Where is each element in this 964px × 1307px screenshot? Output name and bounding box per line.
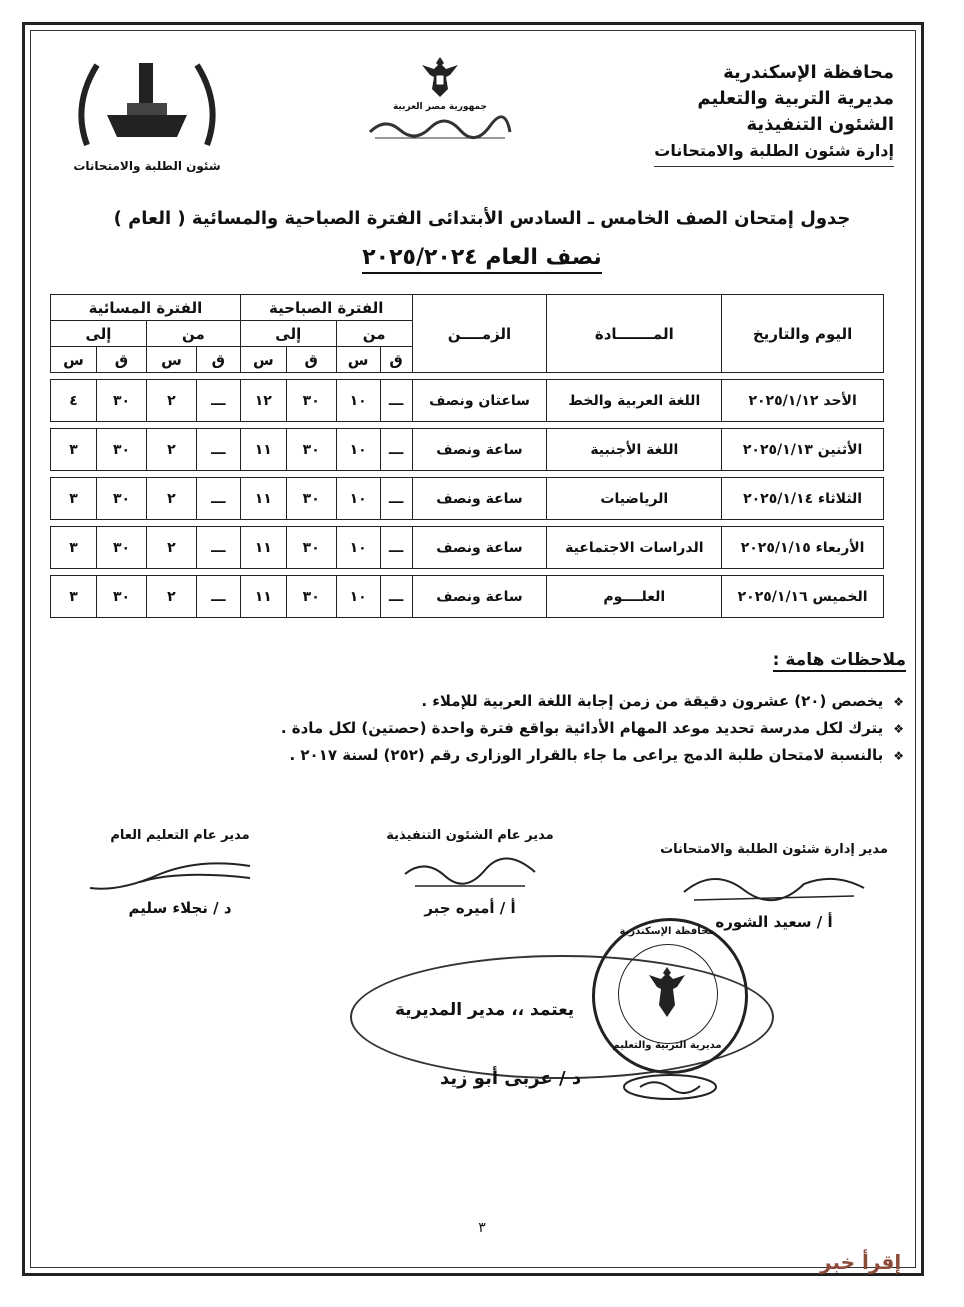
cell-m-to-hour: ١١ xyxy=(240,527,286,569)
affairs-label: الشئون التنفيذية xyxy=(746,114,894,135)
row-gap xyxy=(51,520,884,527)
header-hour: س xyxy=(336,347,380,373)
cell-e-to-min: ٣٠ xyxy=(97,478,147,520)
header-evening-from: من xyxy=(146,321,240,347)
cell-e-from-min: ـــ xyxy=(196,478,240,520)
signature-name: د / نجلاء سليم xyxy=(128,899,232,917)
header-evening: الفترة المسائية xyxy=(51,295,241,321)
lighthouse-ship-icon xyxy=(67,55,227,155)
page-number: ٣ xyxy=(478,1220,486,1236)
cell-m-from-min: ـــ xyxy=(380,429,412,471)
approval-label: يعتمد ،، مدير المديرية xyxy=(395,1000,575,1020)
signature-name: أ / أميره جبر xyxy=(424,899,516,917)
signature-name: أ / سعيد الشوره xyxy=(715,913,833,931)
cell-e-from-hour: ٢ xyxy=(146,429,196,471)
cell-e-from-min: ـــ xyxy=(196,527,240,569)
cell-day: الأحد ٢٠٢٥/١/١٢ xyxy=(722,380,884,422)
cell-m-from-hour: ١٠ xyxy=(336,576,380,618)
row-gap xyxy=(51,373,884,380)
header-hour: س xyxy=(240,347,286,373)
row-gap xyxy=(51,569,884,576)
eagle-emblem xyxy=(360,55,520,145)
notes-list xyxy=(144,688,904,769)
header-morning-to: إلى xyxy=(240,321,336,347)
cell-e-to-min: ٣٠ xyxy=(97,527,147,569)
cell-m-to-hour: ١١ xyxy=(240,478,286,520)
cell-m-to-min: ٣٠ xyxy=(286,380,336,422)
director-name: د / عربى أبو زيد xyxy=(440,1068,582,1089)
cell-m-from-min: ـــ xyxy=(380,478,412,520)
cell-e-to-min: ٣٠ xyxy=(97,576,147,618)
republic-label: جمهورية مصر العربية xyxy=(392,102,488,112)
cell-day: الأثنين ٢٠٢٥/١/١٣ xyxy=(722,429,884,471)
header-duration: الزمــــن xyxy=(412,295,547,373)
cell-e-from-min: ـــ xyxy=(196,429,240,471)
header-hour: س xyxy=(51,347,97,373)
signature-title: مدير عام التعليم العام xyxy=(110,828,250,843)
table-row xyxy=(51,576,884,618)
ministry-calligraphy-icon xyxy=(365,112,515,142)
site-watermark: إقرأ خبر xyxy=(820,1250,902,1274)
cell-subject: اللغة الأجنبية xyxy=(547,429,722,471)
cell-m-to-hour: ١١ xyxy=(240,576,286,618)
eagle-icon xyxy=(420,55,460,99)
document-title: جدول إمتحان الصف الخامس ـ السادس الأبتدائى الفترة الصباحية والمسائية ( العام ) xyxy=(113,208,851,229)
subtitle-text: نصف العام ٢٠٢٥/٢٠٢٤ xyxy=(362,245,602,274)
logo-caption: شئون الطلبة والامتحانات xyxy=(73,159,221,173)
document-subtitle xyxy=(0,245,964,270)
table-row xyxy=(51,527,884,569)
handwritten-signature-icon xyxy=(395,852,545,892)
signature-title: مدير إدارة شئون الطلبة والامتحانات xyxy=(660,842,888,857)
department-label: إدارة شئون الطلبة والامتحانات xyxy=(654,138,894,167)
signature-block-left xyxy=(70,828,290,917)
cell-duration: ساعتان ونصف xyxy=(412,380,547,422)
handwritten-signature-icon xyxy=(674,862,874,906)
cell-e-from-hour: ٢ xyxy=(146,527,196,569)
governorate-label: محافظة الإسكندرية xyxy=(723,62,894,83)
handwritten-signature-icon xyxy=(80,852,260,902)
header-morning-from: من xyxy=(336,321,412,347)
header-minute: ق xyxy=(97,347,147,373)
exam-schedule-table xyxy=(50,294,884,618)
row-gap xyxy=(51,471,884,478)
cell-e-to-min: ٣٠ xyxy=(97,429,147,471)
signature-block-center xyxy=(360,828,580,917)
table-row xyxy=(51,429,884,471)
cell-m-from-hour: ١٠ xyxy=(336,429,380,471)
cell-m-to-hour: ١٢ xyxy=(240,380,286,422)
header-day: اليوم والتاريخ xyxy=(722,295,884,373)
cell-m-from-min: ـــ xyxy=(380,380,412,422)
cell-e-to-hour: ٣ xyxy=(51,527,97,569)
cell-m-to-min: ٣٠ xyxy=(286,527,336,569)
cell-m-to-min: ٣٠ xyxy=(286,429,336,471)
notes-title: ملاحظات هامة : xyxy=(772,650,906,670)
cell-e-from-hour: ٢ xyxy=(146,380,196,422)
cell-subject: الرياضيات xyxy=(547,478,722,520)
header-authority xyxy=(654,60,894,167)
cell-subject: الدراسات الاجتماعية xyxy=(547,527,722,569)
cell-e-to-hour: ٤ xyxy=(51,380,97,422)
cell-duration: ساعة ونصف xyxy=(412,576,547,618)
table-row xyxy=(51,380,884,422)
stamp-top-text: محافظة الإسكندرية xyxy=(619,926,715,937)
note-item: ❖ بالنسبة لامتحان طلبة الدمج يراعى ما جاء بالقرار الوزارى رقم (٢٥٢) لسنة ٢٠١٧ . xyxy=(144,742,904,769)
cell-m-from-min: ـــ xyxy=(380,527,412,569)
cell-e-from-hour: ٢ xyxy=(146,576,196,618)
row-gap xyxy=(51,422,884,429)
signature-title: مدير عام الشئون التنفيذية xyxy=(386,828,554,843)
header-morning: الفترة الصباحية xyxy=(240,295,412,321)
cell-m-to-min: ٣٠ xyxy=(286,478,336,520)
header-minute: ق xyxy=(286,347,336,373)
cell-day: الخميس ٢٠٢٥/١/١٦ xyxy=(722,576,884,618)
table-header-row-1 xyxy=(51,295,884,321)
cell-m-from-hour: ١٠ xyxy=(336,527,380,569)
cell-e-from-min: ـــ xyxy=(196,380,240,422)
header-minute: ق xyxy=(196,347,240,373)
cell-e-from-min: ـــ xyxy=(196,576,240,618)
cell-m-from-hour: ١٠ xyxy=(336,478,380,520)
cell-e-to-hour: ٣ xyxy=(51,478,97,520)
cell-subject: اللغة العربية والخط xyxy=(547,380,722,422)
table-row xyxy=(51,478,884,520)
serial-stamp-icon xyxy=(620,1072,720,1102)
cell-m-from-hour: ١٠ xyxy=(336,380,380,422)
cell-m-to-min: ٣٠ xyxy=(286,576,336,618)
cell-e-to-hour: ٣ xyxy=(51,429,97,471)
stamp-eagle-icon xyxy=(647,965,687,1019)
cell-duration: ساعة ونصف xyxy=(412,429,547,471)
note-item: ❖ يترك لكل مدرسة تحديد موعد المهام الأدائية بواقع فترة واحدة (حصتين) لكل مادة . xyxy=(144,715,904,742)
cell-e-to-hour: ٣ xyxy=(51,576,97,618)
directorate-label: مديرية التربية والتعليم xyxy=(697,88,894,109)
cell-m-to-hour: ١١ xyxy=(240,429,286,471)
header-hour: س xyxy=(146,347,196,373)
cell-day: الأربعاء ٢٠٢٥/١/١٥ xyxy=(722,527,884,569)
cell-day: الثلاثاء ٢٠٢٥/١/١٤ xyxy=(722,478,884,520)
header-subject: المـــــــادة xyxy=(547,295,722,373)
header-evening-to: إلى xyxy=(51,321,147,347)
cell-e-from-hour: ٢ xyxy=(146,478,196,520)
cell-duration: ساعة ونصف xyxy=(412,478,547,520)
stamp-bottom-text: مديرية التربية والتعليم xyxy=(612,1040,722,1051)
exams-affairs-logo xyxy=(62,55,232,173)
signature-block-right xyxy=(654,842,894,931)
cell-e-to-min: ٣٠ xyxy=(97,380,147,422)
cell-duration: ساعة ونصف xyxy=(412,527,547,569)
cell-m-from-min: ـــ xyxy=(380,576,412,618)
note-item: ❖ يخصص (٢٠) عشرون دقيقة من زمن إجابة اللغة العربية للإملاء . xyxy=(144,688,904,715)
header-minute: ق xyxy=(380,347,412,373)
cell-subject: العلــــوم xyxy=(547,576,722,618)
